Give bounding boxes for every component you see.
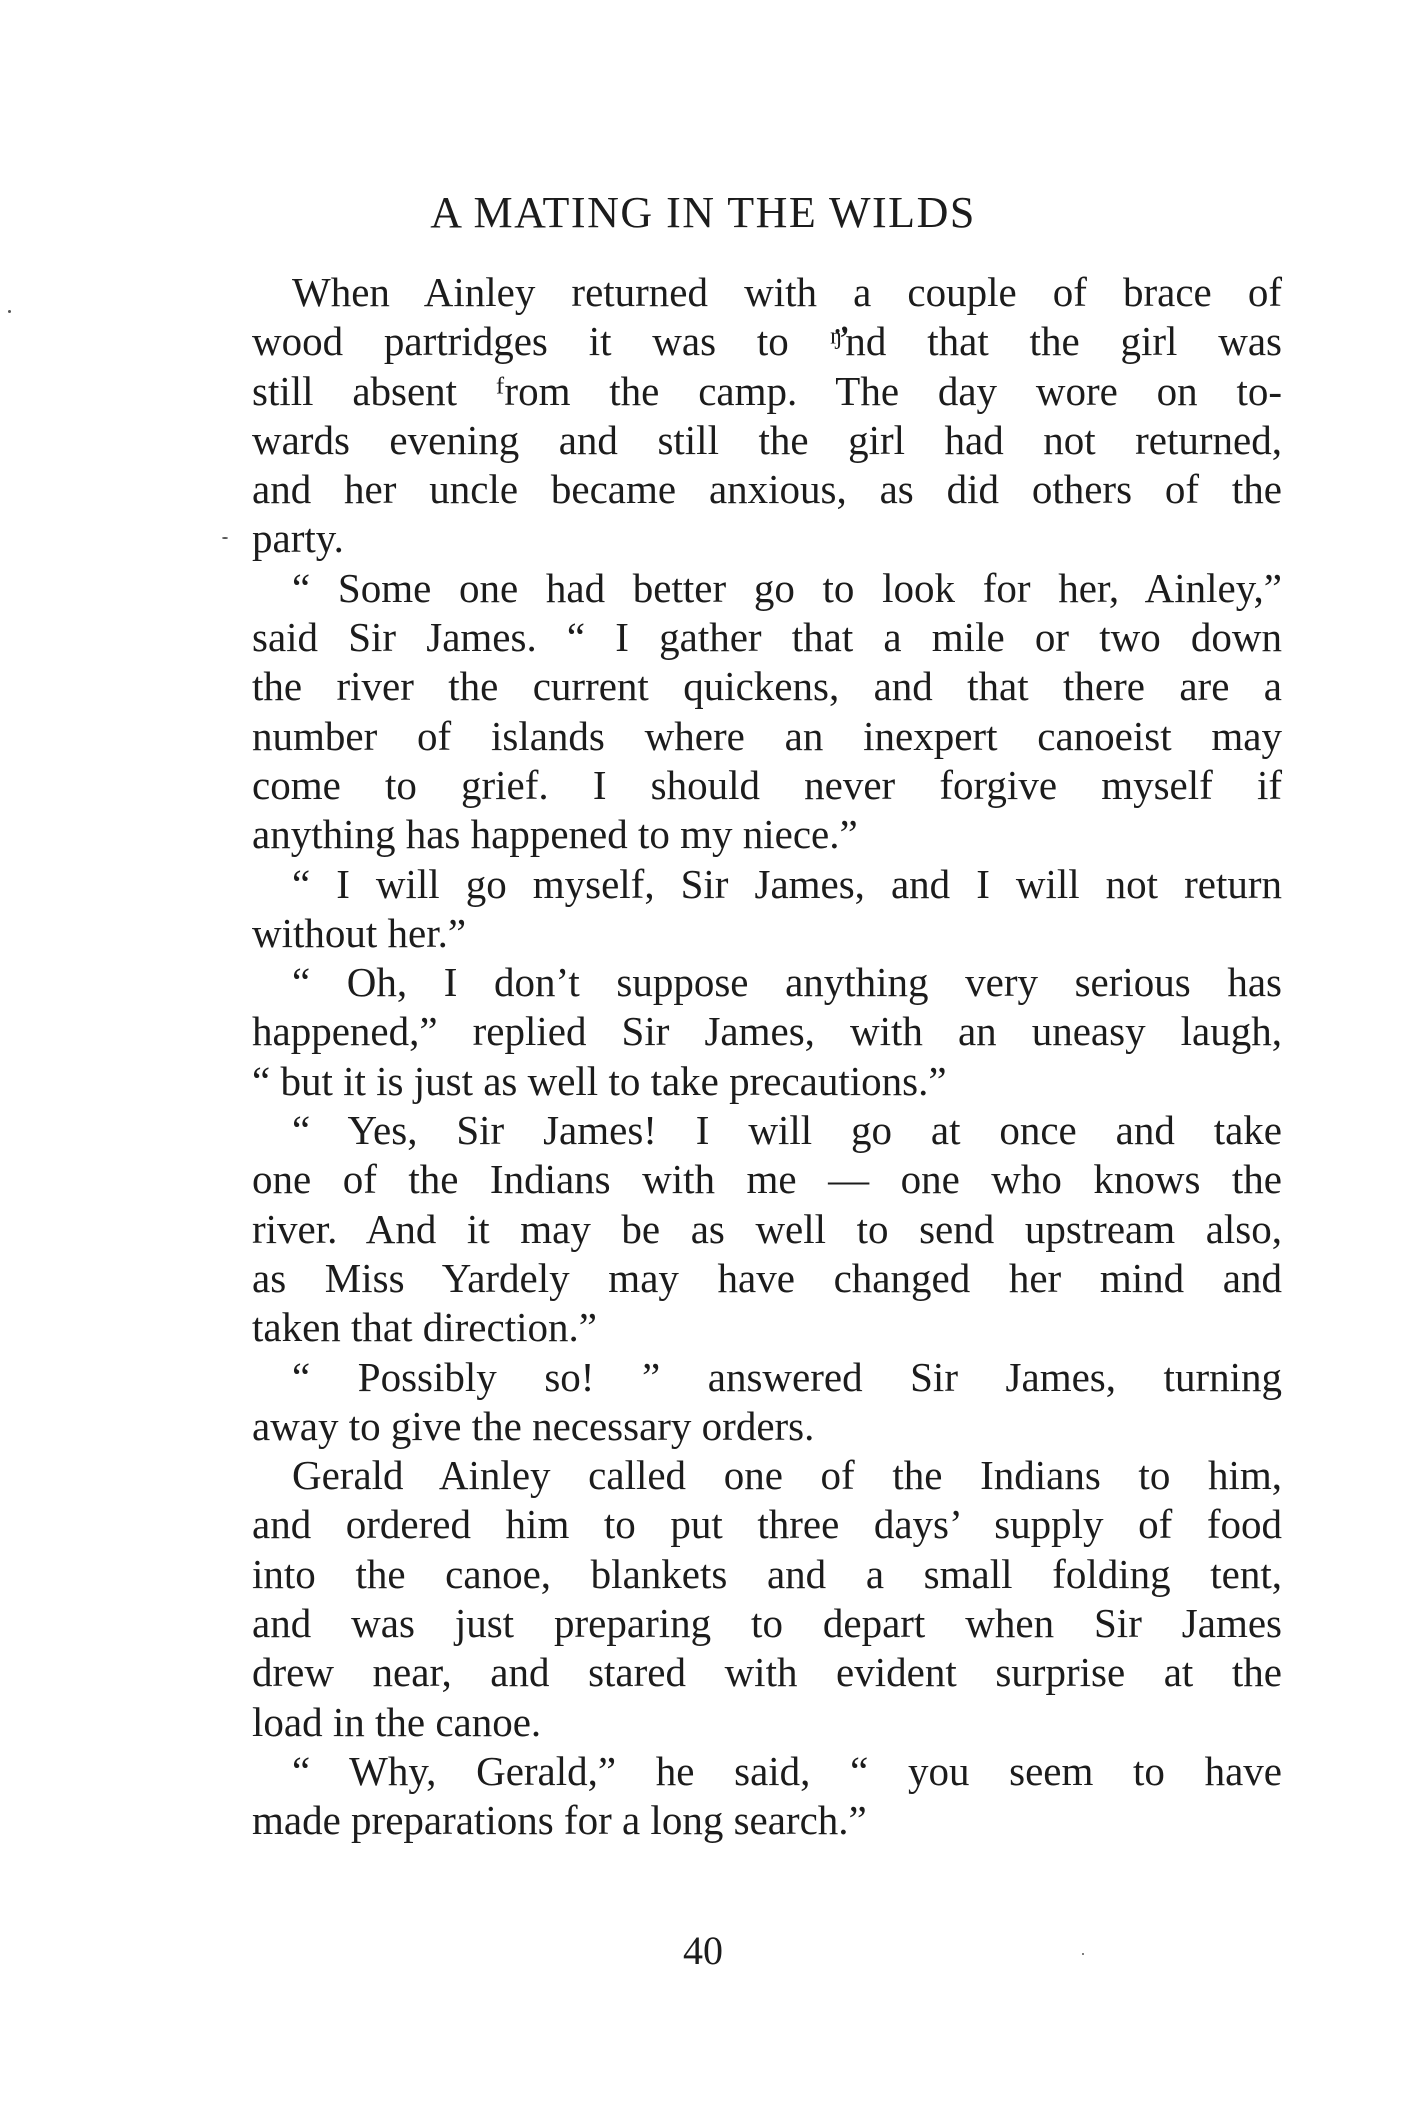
text-line: made preparations for a long search.” bbox=[252, 1797, 867, 1844]
text-line: the river the current quickens, and that there are a bbox=[252, 663, 1282, 710]
text-line: “ Oh, I don’t suppose anything very serious has bbox=[292, 959, 1282, 1006]
text-line: wards evening and still the girl had not returned, bbox=[252, 416, 1282, 463]
paragraph bbox=[252, 1451, 1282, 1747]
text-line: “ Why, Gerald,” he said, “ you seem to have bbox=[292, 1747, 1282, 1794]
text-line: drew near, and stared with evident surprise at the bbox=[252, 1649, 1282, 1696]
text-line: “ I will go myself, Sir James, and I will not return bbox=[292, 860, 1282, 907]
text-line: happened,” replied Sir James, with an uneasy laugh, bbox=[252, 1008, 1282, 1055]
text-line: When Ainley returned with a couple of brace of bbox=[292, 269, 1282, 315]
text-line: “ but it is just as well to take precautions.” bbox=[252, 1057, 947, 1104]
text-line: said Sir James. “ I gather that a mile or two down bbox=[252, 614, 1282, 661]
paragraph bbox=[252, 1747, 1282, 1846]
text-line: and her uncle became anxious, as did others of the bbox=[252, 466, 1282, 513]
paragraph bbox=[252, 564, 1282, 860]
paragraph bbox=[252, 958, 1282, 1106]
print-speck bbox=[8, 310, 11, 313]
text-line: wood partridges it was to ᵑ̈ŉd that the girl was bbox=[252, 318, 1282, 365]
text-line: load in the canoe. bbox=[252, 1698, 542, 1745]
text-line: number of islands where an inexpert canoeist may bbox=[252, 712, 1282, 759]
paragraph bbox=[252, 268, 1282, 564]
body-text bbox=[252, 268, 1282, 1846]
paragraph bbox=[252, 1353, 1282, 1452]
text-line: anything has happened to my niece.” bbox=[252, 811, 858, 858]
text-line: into the canoe, blankets and a small folding tent, bbox=[252, 1550, 1282, 1597]
text-line: “ Possibly so! ” answered Sir James, turning bbox=[292, 1353, 1282, 1400]
text-line: and ordered him to put three days’ supply of food bbox=[252, 1501, 1282, 1548]
text-line: and was just preparing to depart when Sir James bbox=[252, 1600, 1282, 1647]
text-line: away to give the necessary orders. bbox=[252, 1402, 815, 1449]
text-line: Gerald Ainley called one of the Indians to him, bbox=[292, 1452, 1282, 1499]
text-line: without her.” bbox=[252, 909, 467, 956]
print-speck bbox=[222, 537, 228, 539]
text-line: party. bbox=[252, 515, 344, 562]
paragraph bbox=[252, 860, 1282, 959]
text-line: as Miss Yardely may have changed her mind and bbox=[252, 1254, 1282, 1301]
text-line: “ Yes, Sir James! I will go at once and take bbox=[292, 1107, 1282, 1154]
page-number: 40 bbox=[683, 1928, 723, 1973]
print-speck bbox=[1082, 1953, 1084, 1955]
text-line: river. And it may be as well to send upstream also, bbox=[252, 1205, 1282, 1252]
running-head: A MATING IN THE WILDS bbox=[430, 188, 976, 237]
text-line: one of the Indians with me — one who knows the bbox=[252, 1156, 1282, 1203]
text-line: still absent ᶠrom the camp. The day wore on to- bbox=[252, 367, 1282, 414]
text-line: taken that direction.” bbox=[252, 1304, 597, 1351]
paragraph bbox=[252, 1106, 1282, 1352]
text-line: come to grief. I should never forgive myself if bbox=[252, 761, 1282, 808]
text-line: “ Some one had better go to look for her, Ainley,” bbox=[292, 564, 1282, 611]
